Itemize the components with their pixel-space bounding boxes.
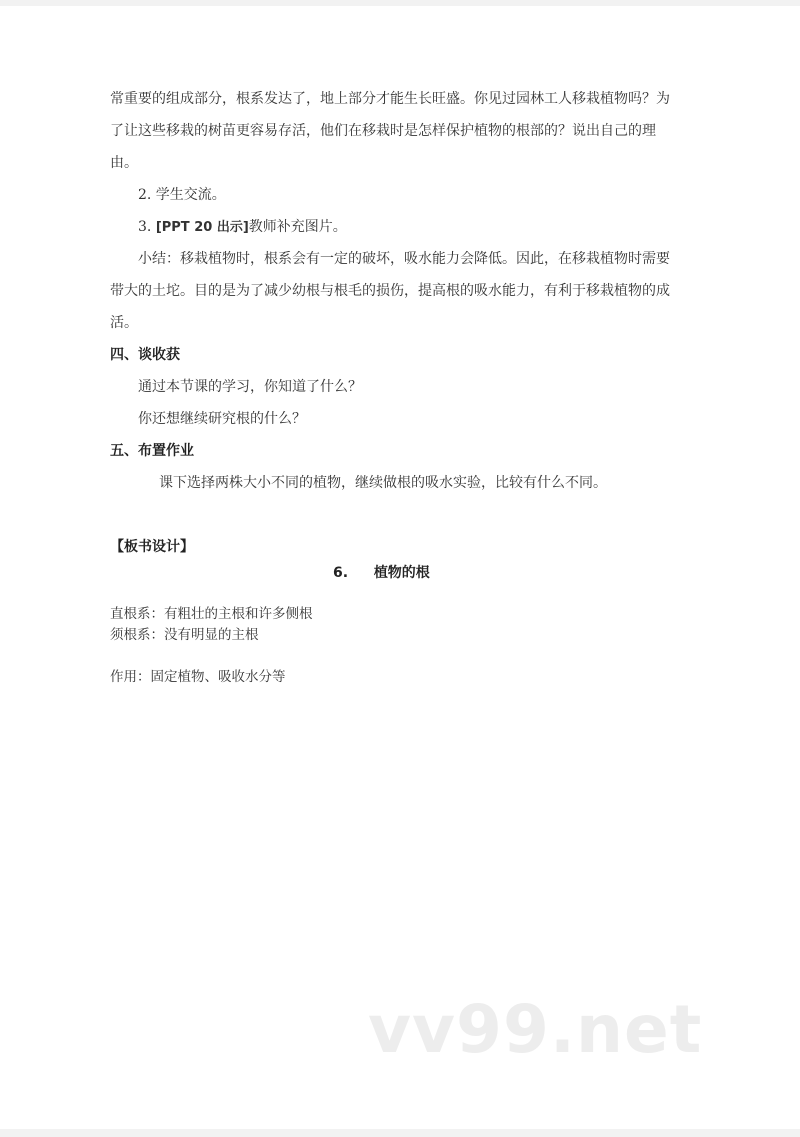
- section-5-heading: 五、布置作业: [110, 443, 194, 459]
- watermark-logo: vv99.net: [368, 991, 703, 1068]
- board-title: [333, 563, 430, 583]
- board-title-text: 植物的根: [373, 565, 430, 581]
- board-title-number: 6.: [333, 565, 349, 581]
- paragraph-line-2: 了让这些移栽的树苗更容易存活，他们在移栽时是怎样保护植物的根部的？说出自己的理: [110, 123, 656, 139]
- section-4-question-1: 通过本节课的学习，你知道了什么？: [138, 379, 362, 395]
- page-bottom-edge: [0, 1129, 800, 1137]
- section-5-task: 课下选择两株大小不同的植物，继续做根的吸水实验，比较有什么不同。: [159, 475, 607, 491]
- step-2: 2. 学生交流。: [138, 187, 226, 203]
- board-design-heading: 【板书设计】: [110, 539, 194, 555]
- step-3-number: 3.: [138, 219, 156, 235]
- section-4-question-2: 你还想继续研究根的什么？: [138, 411, 306, 427]
- paragraph-line-1: 常重要的组成部分，根系发达了，地上部分才能生长旺盛。你见过园林工人移栽植物吗？为: [110, 91, 670, 107]
- board-item-fibrous: 须根系：没有明显的主根: [110, 627, 259, 643]
- ppt-tag: [PPT 20 出示]: [155, 220, 249, 235]
- step-3: [138, 217, 347, 238]
- summary-line-3: 活。: [110, 315, 138, 331]
- summary-line-1: 小结：移栽植物时，根系会有一定的破坏，吸水能力会降低。因此，在移栽植物时需要: [138, 251, 670, 267]
- page-top-edge: [0, 0, 800, 6]
- step-3-text: 教师补充图片。: [248, 219, 347, 235]
- section-4-heading: 四、谈收获: [110, 347, 180, 363]
- board-item-function: 作用：固定植物、吸收水分等: [110, 669, 286, 685]
- paragraph-line-3: 由。: [110, 155, 138, 171]
- summary-line-2: 带大的土坨。目的是为了减少幼根与根毛的损伤，提高根的吸水能力，有利于移栽植物的成: [110, 283, 670, 299]
- board-item-taproot: 直根系：有粗壮的主根和许多侧根: [110, 606, 313, 622]
